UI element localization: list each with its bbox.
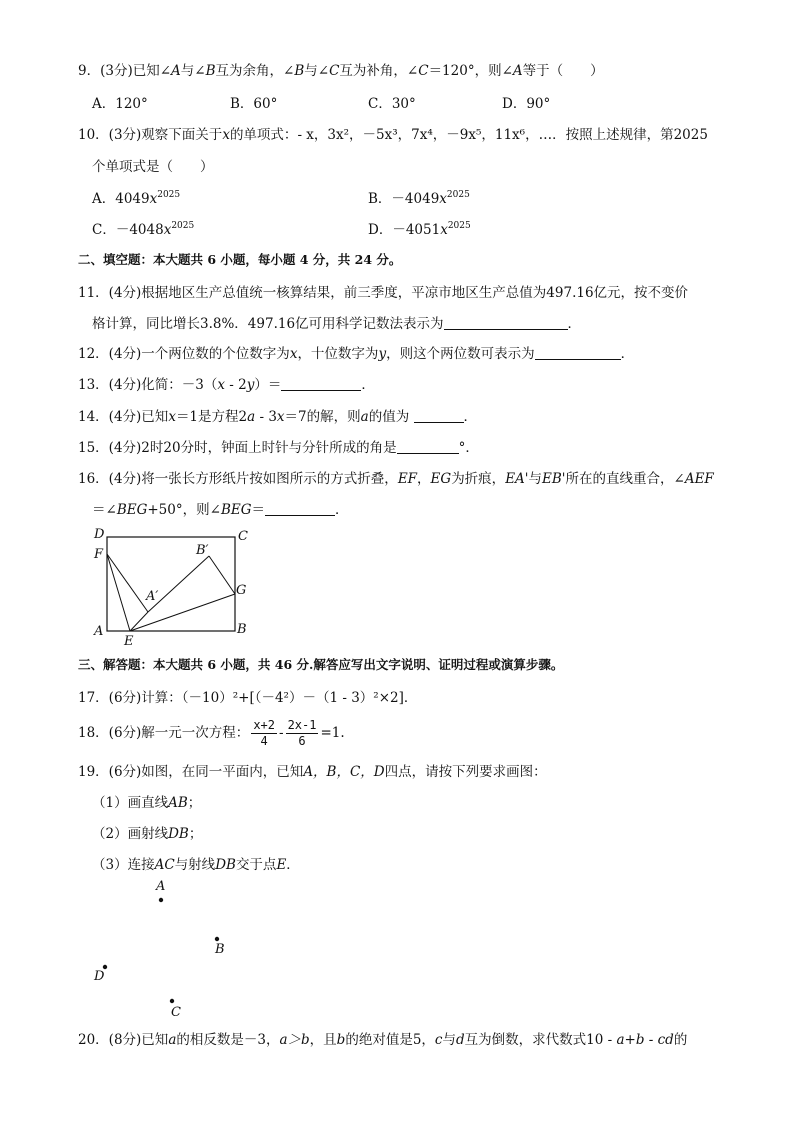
q19-step-1: （1）画直线AB； — [92, 795, 202, 811]
q9-option-a: A．120° — [92, 96, 148, 112]
label-a-prime: A′ — [146, 589, 159, 604]
label-f: F — [94, 547, 104, 562]
point-c — [170, 999, 174, 1003]
label-g: G — [236, 583, 247, 598]
q10-option-c: C．$-4048x^{2025}$ — [92, 221, 195, 238]
section-2-heading: 二、填空题：本大题共 6 小题，每小题 4 分，共 24 分。 — [78, 252, 402, 267]
q19-points-figure — [88, 876, 248, 1026]
q17-stem: 17．(6分)计算：（－10）²+[（－4²）－（1 - 3）²×2]． — [78, 690, 418, 706]
q16-fold-figure — [88, 524, 258, 649]
q10-option-b: B．$-4049x^{2025}$ — [368, 190, 470, 207]
q19-stem: 19．(6分)如图，在同一平面内，已知A，B，C，D四点，请按下列要求画图： — [78, 764, 547, 780]
q18-fraction-1: $\frac{x+2}{4}$ — [253, 718, 275, 748]
q14-answer-blank — [414, 408, 464, 423]
label-e: E — [124, 634, 134, 649]
q15-stem: 15．(4分)2时20分时，钟面上时针与分针所成的角是 °． — [78, 440, 479, 456]
q13-answer-blank — [281, 376, 361, 391]
point-b — [215, 937, 219, 941]
q13-stem: 13．(4分)化简：－3（x - 2y）＝ ． — [78, 377, 375, 393]
q18-fraction-2: $\frac{2x-1}{6}$ — [287, 718, 317, 748]
q11-stem-line1: 11．(4分)根据地区生产总值统一核算结果，前三季度，平凉市地区生产总值为497.16亿元，按不变价 — [78, 285, 689, 301]
q16-stem-line1: 16．(4分)将一张长方形纸片按如图所示的方式折叠，EF，EG为折痕，EA'与EB'所在的直线重合，∠AEF — [78, 471, 714, 487]
label-c: C — [238, 529, 248, 544]
q10-stem-line2: 个单项式是（ ） — [92, 159, 214, 175]
q19-step-3: （3）连接AC与射线DB交于点E． — [92, 857, 300, 873]
q19-step-2: （2）画射线DB； — [92, 826, 203, 842]
q10-stem-line1: 10．(3分)观察下面关于x的单项式：- x，3x²，－5x³，7x⁴，－9x⁵，11x⁶，…．按照上述规律，第2025 — [78, 127, 708, 143]
q9-option-c: C．30° — [368, 96, 416, 112]
q14-stem: 14．(4分)已知x＝1是方程2a - 3x＝7的解，则a的值为 ． — [78, 409, 477, 425]
label-b: B — [237, 622, 247, 637]
label-b-prime: B′ — [196, 543, 209, 558]
q16-stem-line2: ＝∠BEG+50°，则∠BEG＝ ． — [92, 502, 349, 518]
q16-answer-blank — [265, 501, 335, 516]
fold-line-ef — [107, 554, 130, 631]
point-b-label: B — [215, 942, 225, 957]
label-d: D — [94, 527, 105, 542]
q12-answer-blank — [535, 345, 621, 360]
point-c-label: C — [171, 1005, 181, 1020]
q10-option-a: A．$4049x^{2025}$ — [92, 190, 181, 207]
label-a: A — [94, 624, 104, 639]
segment-fa-prime — [107, 554, 148, 612]
q18-stem: 18．(6分)解一元一次方程： $\frac{x+2}{4}$ - $\frac{2x-1}{6}$ =1. — [78, 718, 345, 748]
point-a — [159, 898, 163, 902]
q9-stem: 9．(3分)已知∠A与∠B互为余角，∠B与∠C互为补角，∠C＝120°，则∠A等于（ ） — [78, 63, 604, 79]
point-a-label: A — [156, 879, 166, 894]
q11-answer-blank — [444, 315, 568, 330]
q9-option-d: D．90° — [502, 96, 551, 112]
q9-option-b: B．60° — [230, 96, 278, 112]
q10-option-d: D．$-4051x^{2025}$ — [368, 221, 471, 238]
q15-answer-blank — [397, 439, 459, 454]
q12-stem: 12．(4分)一个两位数的个位数字为x，十位数字为y，则这个两位数可表示为 ． — [78, 346, 635, 362]
section-3-heading: 三、解答题：本大题共 6 小题，共 46 分.解答应写出文字说明、证明过程或演算步骤。 — [78, 657, 564, 672]
q11-stem-line2: 格计算，同比增长3.8%．497.16亿可用科学记数法表示为 ． — [92, 316, 582, 332]
q20-stem: 20．(8分)已知a的相反数是－3，a＞b，且b的绝对值是5，c与d互为倒数，求代数式10 - a+b - cd的 — [78, 1032, 688, 1048]
point-d-label: D — [94, 969, 105, 984]
segment-b-prime-g — [209, 556, 235, 594]
